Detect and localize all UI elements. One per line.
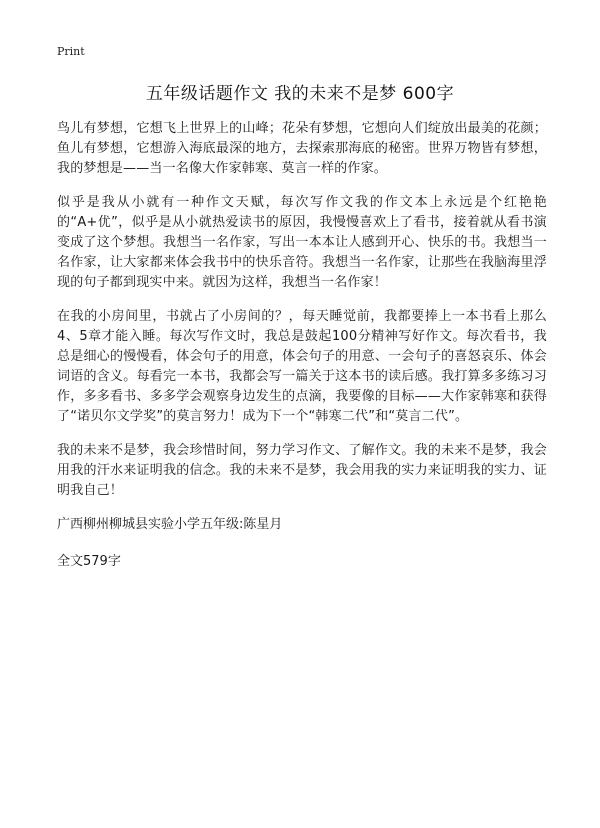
author-line: 广西柳州柳城县实验小学五年级:陈星月 (57, 517, 283, 532)
article-paragraph: 似乎是我从小就有一种作文天赋，每次写作文我的作文本上永远是个红艳艳的“A+优”，似乎是从小就热爱读书的原因，我慢慢喜欢上了看书，接着就从看书演变成了这个梦想。我想当一名作家，写出一本本让人感到开心、快乐的书。我想当一名作家，让大家都来体会我书中的快乐音符。我想当一名作家，让那些在我脑海里浮现的句子都到现实中来。就因为这样，我想当一名作家！ (57, 195, 547, 290)
print-link[interactable]: Print (57, 45, 85, 58)
page-title: 五年级话题作文 我的未来不是梦 600字 (145, 84, 455, 104)
article-paragraph: 鸟儿有梦想，它想飞上世界上的山峰；花朵有梦想，它想向人们绽放出最美的花颜；鱼儿有梦想，它想游入海底最深的地方，去探索那海底的秘密。世界万物皆有梦想，我的梦想是——当一名像大作家韩寒、莫言一样的作家。 (57, 121, 547, 176)
article-paragraph: 在我的小房间里，书就占了小房间的？，每天睡觉前，我都要捧上一本书看上那么4、5章才能入睡。每次写作文时，我总是鼓起100分精神写好作文。每次看书，我总是细心的慢慢看，体会句子的用意，体会句子的用意、一会句子的喜怒哀乐、体会词语的含义。每看完一本书，我都会写一篇关于这本书的读后感。我打算多多练习习作，多多看书、多多学会观察身边发生的点滴，我要像的目标——大作家韩寒和获得了“诺贝尔文学奖”的莫言努力！成为下一个“韩寒二代”和“莫言二代”。 (57, 309, 547, 424)
article-paragraph: 我的未来不是梦，我会珍惜时间，努力学习作文、了解作文。我的未来不是梦，我会用我的汗水来证明我的信念。我的未来不是梦，我会用我的实力来证明我的实力、证明我自己！ (57, 443, 547, 498)
word-count: 全文579字 (57, 554, 121, 569)
article-body (57, 119, 547, 572)
